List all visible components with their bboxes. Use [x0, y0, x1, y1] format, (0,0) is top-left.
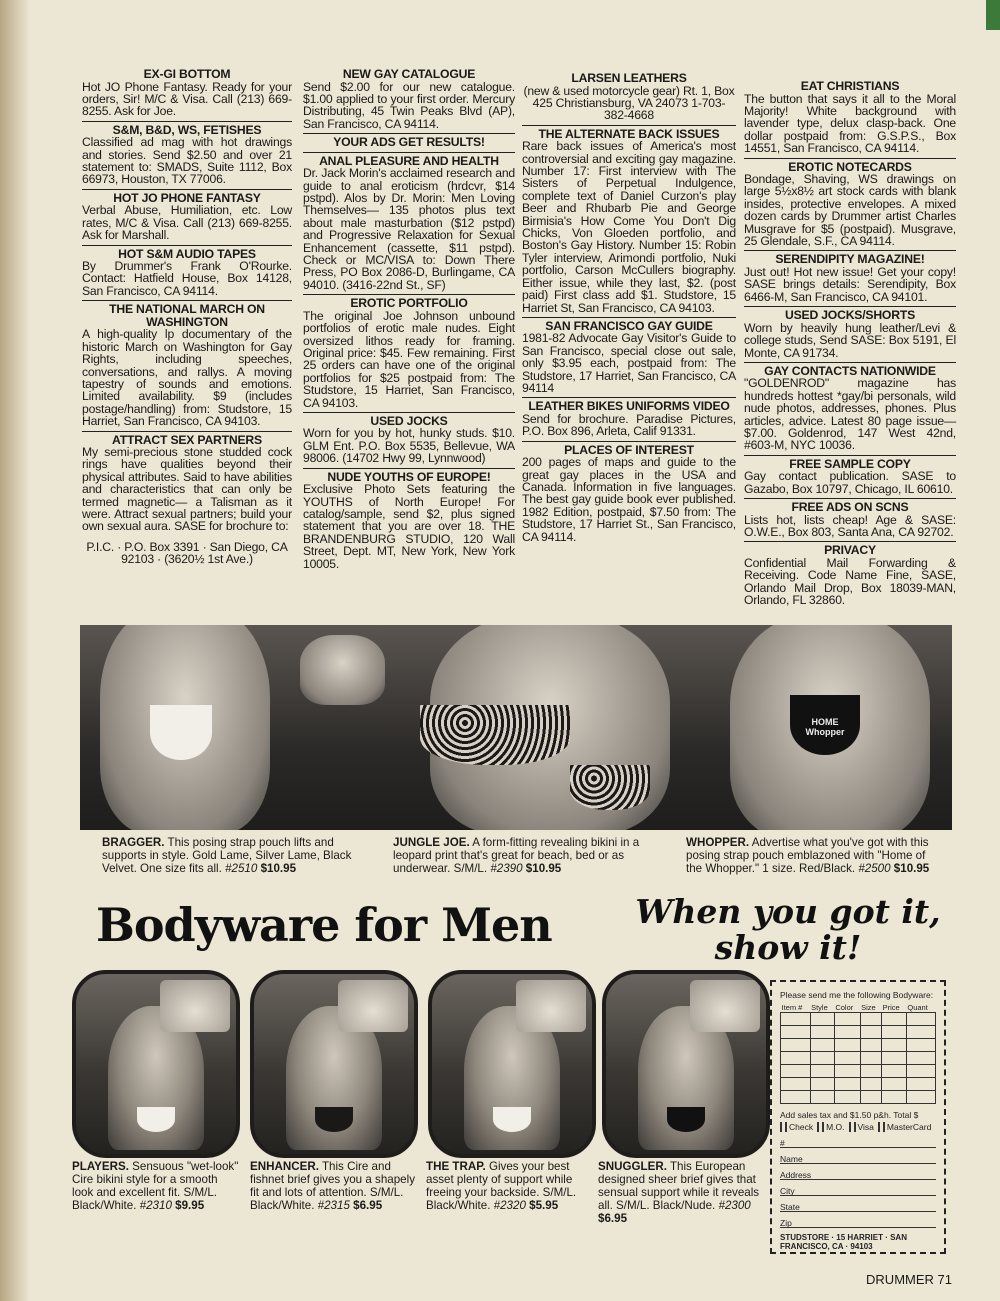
order-form-field[interactable]: #: [780, 1138, 936, 1148]
classified-ad-body: The original Joe Johnson unbound portfolios of erotic male nudes. Eight oversized lithos ready for framing. Original price: $45. Few remaining. First 25 orders can have one of the original portfolios for $25 postpaid from: The Studstore, 15 Harriet, San Francisco, CA 94103.: [303, 308, 515, 410]
classified-ad-title: LARSEN LEATHERS: [571, 71, 687, 85]
classified-ad-body: Send for brochure. Paradise Pictures, P.O. Box 896, Arleta, Calif 91331.: [522, 411, 736, 439]
classified-ad-body: Verbal Abuse, Humiliation, etc. Low rates, M/C & Visa. Call (213) 669-8255. Ask for Marshall.: [82, 203, 292, 243]
classified-ad-body: Exclusive Photo Sets featuring the YOUTHS of North Europe! For catalog/sample, send $2, plus signed statement that you are over 18. THE BRANDENBURG STUDIO, 120 Wall Street, Dept. MT, New York, New York 10005.: [303, 482, 515, 571]
classified-ad: [522, 397, 736, 437]
classified-ad-title: SAN FRANCISCO GAY GUIDE: [522, 317, 736, 333]
classified-ad: [82, 300, 292, 427]
product-name: PLAYERS.: [72, 1160, 129, 1173]
order-form-column-header: Price: [882, 1003, 900, 1012]
classified-ad: [82, 121, 292, 186]
product-name: JUNGLE JOE.: [393, 836, 470, 849]
classified-ad-body: 200 pages of maps and guide to the great gay places in the USA and Canada. Information in five languages. The best gay guide book ever published. 1982 Edition, postpaid, $7.50 from: The Studstore, 17 Harriet St., San Francisco, CA 94114.: [522, 455, 736, 544]
classified-ad-body: Dr. Jack Morin's acclaimed research and guide to anal eroticism (hrdcvr, $14 pstpd). Alos by Dr. Morin: Men Loving Themselves— 135 photos plus text about male masturbation ($12 pstpd) and Progressive Relaxation for Sexual Enhancement (cassette, $11 pstpd). Check or MC/VISA to: Down There Press, PO Box 2086-D, Burlingame, CA 94010. (3416-22nd St., SF): [303, 166, 515, 292]
classified-ad: [744, 455, 956, 495]
classified-ad: [744, 541, 956, 606]
classified-ad-title: EROTIC NOTECARDS: [744, 158, 956, 174]
product-name: WHOPPER.: [686, 836, 750, 849]
product-description: A form-fitting revealing bikini in a leopard print that's great for beach, bed or as underwear. S/M/L.: [393, 836, 640, 875]
product-code: #2510: [225, 862, 258, 875]
classified-ad: [82, 66, 292, 118]
classified-ad-body: My semi-precious stone studded cock rings have qualities beyond their physical attributes. Said to have abilities and characteristics that can only be termed magnetic— a Talisman as it were. Attract sexual partners; build your own sexual aura. SASE for brochure to:: [82, 445, 292, 534]
order-form-fields: [780, 1138, 936, 1228]
payment-option[interactable]: Check: [780, 1122, 813, 1132]
product-description: Sensuous "wet-look" Cire bikini style for a smooth look and excellent fit. S/M/L. Black/White.: [72, 1160, 239, 1212]
order-form-field[interactable]: Address: [780, 1170, 936, 1180]
classified-ad-title: ATTRACT SEX PARTNERS: [82, 431, 292, 447]
order-form-heading: Please send me the following Bodyware:: [780, 990, 934, 1000]
classified-ad-title: GAY CONTACTS NATIONWIDE: [744, 362, 956, 378]
classified-ad: [744, 250, 956, 303]
photo-enhancer: [250, 970, 418, 1158]
page-footer: DRUMMER 71: [866, 1272, 952, 1287]
ad-headline: Bodyware for Men: [96, 898, 552, 952]
product-price: $10.95: [260, 862, 297, 875]
classified-ad-body: Hot JO Phone Fantasy. Ready for your orders, Sir! M/C & Visa. Call (213) 669-8255. Ask for Joe.: [82, 79, 292, 119]
ad-slogan: When you got it, show it!: [635, 892, 941, 967]
classified-ad-body: By Drummer's Frank O'Rourke. Contact: Hatfield House, Box 14128, San Francisco, CA 94114.: [82, 259, 292, 298]
classified-column-4: [744, 78, 956, 610]
caption-the-trap: [426, 1160, 596, 1212]
classified-ad: [303, 294, 515, 409]
product-code: #2315: [317, 1199, 350, 1212]
order-form-address: STUDSTORE · 15 HARRIET · SAN FRANCISCO, CA · 94103: [780, 1233, 907, 1251]
product-price: $6.95: [353, 1199, 383, 1212]
classified-ad: [744, 306, 956, 359]
classified-ad-title: SERENDIPITY MAGAZINE!: [744, 250, 956, 266]
classified-ad-title: LEATHER BIKES UNIFORMS VIDEO: [522, 397, 736, 413]
photo-snuggler: [602, 970, 770, 1158]
photo-bragger: [80, 625, 295, 830]
classified-ad: [744, 498, 956, 538]
classified-ad-title: EX-GI BOTTOM: [143, 67, 231, 81]
photo-rear-strap: [295, 625, 390, 830]
classified-ad-body: A high-quality lp documentary of the historic March on Washington for Gay Rights, including speeches, conversations, and rallys. A moving tapestry of sounds and emotions. Limited availability. $9 (includes postage/handling) from: Studstore, 15 Harriet, San Francisco, CA 94103.: [82, 327, 292, 429]
caption-snuggler: [598, 1160, 768, 1225]
photo-jungle-joe: [390, 625, 720, 830]
classified-ad-title: HOT S&M AUDIO TAPES: [82, 245, 292, 261]
classified-ad: [522, 317, 736, 395]
product-price: $9.95: [175, 1199, 205, 1212]
page-corner: [986, 0, 1000, 30]
classified-ad-body: Just out! Hot new issue! Get your copy! SASE brings details: Serendipity, Box 6466-M, San Francisco, CA 94101.: [744, 264, 956, 304]
classified-ad: [303, 133, 515, 149]
payment-options: [780, 1122, 936, 1132]
order-form-column-header: Quant: [907, 1003, 928, 1012]
classified-ad-body: Worn by heavily hung leather/Levi & college studs, Send SASE: Box 5191, El Monte, CA 91734.: [744, 320, 956, 360]
order-form-field[interactable]: Zip: [780, 1218, 936, 1228]
top-photo-strip: [80, 625, 952, 830]
photo-players: [72, 970, 240, 1158]
classified-ad-title: EROTIC PORTFOLIO: [303, 294, 515, 310]
classified-ad-body: Send $2.00 for our new catalogue. $1.00 applied to your first order. Mercury Distributing, 45 Twin Peaks Blvd (AP), San Francisco, CA 94114.: [303, 79, 515, 131]
classified-ad: [744, 158, 956, 248]
product-name: SNUGGLER.: [598, 1160, 667, 1173]
classified-ad-body: Gay contact publication. SASE to Gazabo, Box 10797, Chicago, IL 60610.: [744, 469, 956, 496]
classified-ad-body: Classified ad mag with hot drawings and stories. Send $2.50 and over 21 statement to: SMADS, Suite 1112, Box 66973, Houston, TX 77006.: [82, 135, 292, 187]
product-code: #2390: [490, 862, 523, 875]
product-code: #2310: [139, 1199, 172, 1212]
classified-ad: [522, 70, 736, 122]
classified-ad-body: The button that says it all to the Moral Majority! White background with lavender type, delux clasp-back. One dollar postpaid from: G.S.P.S., Box 14551, San Francisco, CA 94114.: [744, 91, 956, 156]
payment-option[interactable]: Visa: [849, 1122, 874, 1132]
order-form-column-header: Style: [811, 1003, 828, 1012]
classified-ad: [303, 412, 515, 465]
classified-ad-title: THE NATIONAL MARCH ON WASHINGTON: [82, 300, 292, 328]
classified-ad: [82, 189, 292, 242]
caption-jungle-joe: [393, 836, 663, 875]
payment-option[interactable]: MasterCard: [878, 1122, 931, 1132]
classified-ad-title: YOUR ADS GET RESULTS!: [303, 133, 515, 149]
caption-whopper: [686, 836, 936, 875]
photo-whopper: [720, 625, 952, 830]
caption-players: [72, 1160, 242, 1212]
product-description: This Cire and fishnet brief gives you a shapely fit and lots of attention. S/M/L. Black/White.: [250, 1160, 415, 1212]
classified-ad-body: "GOLDENROD" magazine has hundreds hottest *gay/bi personals, wild nude photos, addresses, phones. Plus articles, advice. Latest 80 page issue— $7.00. Goldenrod, 147 West 42nd, #603-M, NYC 10036.: [744, 376, 956, 453]
order-form-field[interactable]: State: [780, 1202, 936, 1212]
order-form-column-header: Item #: [781, 1003, 803, 1012]
product-code: #2500: [858, 862, 891, 875]
whopper-pouch-print: HOME Whopper: [805, 717, 845, 737]
product-description: Advertise what you've got with this posing strap pouch emblazoned with "Home of the Whopper." 1 size. Red/Black.: [686, 836, 929, 875]
classified-ad-title: NEW GAY CATALOGUE: [342, 67, 476, 81]
classified-ad: [82, 245, 292, 298]
product-price: $10.95: [525, 862, 562, 875]
classified-ad: [303, 152, 515, 292]
order-form-field[interactable]: Name: [780, 1154, 936, 1164]
classified-ad-address: P.I.C. · P.O. Box 3391 · San Diego, CA 92103 · (3620½ 1st Ave.): [86, 539, 288, 567]
product-description: This posing strap pouch lifts and supports in style. Gold Lame, Silver Lame, Black Velvet. One size fits all.: [102, 836, 352, 875]
classified-ad-body: Bondage, Shaving, WS drawings on large 5½x8½ art stock cards with blank insides, protective envelopes. A mixed dozen cards by Drummer artist Charles Musgrave for $5 (postpaid). Musgrave, 25 Glendale, S.F., CA 94114.: [744, 172, 956, 249]
product-name: THE TRAP.: [426, 1160, 486, 1173]
classified-ad-title: HOT JO PHONE FANTASY: [82, 189, 292, 205]
order-form-table: [780, 1003, 936, 1104]
classified-ad-title: USED JOCKS: [303, 412, 515, 428]
order-form: [770, 980, 946, 1254]
product-name: BRAGGER.: [102, 836, 165, 849]
product-code: #2320: [493, 1199, 526, 1212]
order-form-column-header: Size: [861, 1003, 876, 1012]
classified-ad: [82, 431, 292, 566]
caption-enhancer: [250, 1160, 415, 1212]
product-description: This European designed sheer brief gives that sensual support while it reveals all. S/M/L. Black/Nude.: [598, 1160, 760, 1212]
classified-ad: [303, 468, 515, 570]
classified-ad-title: THE ALTERNATE BACK ISSUES: [522, 125, 736, 141]
classified-ad: [303, 66, 515, 130]
classified-ad-title: NUDE YOUTHS OF EUROPE!: [303, 468, 515, 484]
classified-ad-title: EAT CHRISTIANS: [800, 79, 900, 93]
classified-ad: [522, 125, 736, 314]
tax-line: Add sales tax and $1.50 p&h. Total $: [780, 1110, 919, 1120]
photo-the-trap: [428, 970, 596, 1158]
payment-option[interactable]: M.O.: [817, 1122, 844, 1132]
classified-column-3: [522, 70, 736, 546]
classified-ad-title: PLACES OF INTEREST: [522, 441, 736, 457]
classified-ad-body: 1981-82 Advocate Gay Visitor's Guide to San Francisco, special close out sale, only $3.95 each, postpaid from: The Studstore, 17 Harriet, San Francisco, CA 94114: [522, 331, 736, 396]
caption-bragger: [102, 836, 352, 875]
product-price: $10.95: [893, 862, 930, 875]
classified-ad-body: Confidential Mail Forwarding & Receiving. Code Name Fine, SASE, Orlando Mail Drop, Box 18039-MAN, Orlando, FL 32860.: [744, 555, 956, 608]
product-code: #2300: [718, 1199, 751, 1212]
classified-ad-title: FREE ADS ON SCNS: [744, 498, 956, 514]
classified-ad-body: Worn for you by hot, hunky studs. $10. GLM Ent. P.O. Box 5535, Bellevue, WA 98006. (14702 Hwy 99, Lynnwood): [303, 426, 515, 466]
classified-ad-title: ANAL PLEASURE AND HEALTH: [303, 152, 515, 168]
order-form-field[interactable]: City: [780, 1186, 936, 1196]
page-gutter: [0, 0, 30, 1301]
classified-ad-title: S&M, B&D, WS, FETISHES: [82, 121, 292, 137]
product-description: Gives your best asset plenty of support while freeing your backside. S/M/L. Black/White.: [426, 1160, 577, 1212]
product-price: $5.95: [529, 1199, 559, 1212]
classified-ad-title: PRIVACY: [744, 541, 956, 557]
classified-ad-body: (new & used motorcycle gear) Rt. 1, Box 425 Christiansburg, VA 24073 1-703-382-4668: [523, 83, 735, 123]
classified-ad-body: Rare back issues of America's most controversial and exciting gay magazine. Number 17: First interview with The Sisters of Perpetual Indulgence, complete text of Daniel Curzon's play Beer and Rhubarb Pie and George Birmisia's How Come You Don't Dig Chicks, Von Gloeden portfolio, and Boston's Gay History. Number 15: Robin Tyler interview, Arimondi portfolio, Nuki portfolio, Carson McCullers biography. Either issue, while they last, $2. (post paid) First class add $1. Studstore, 15 Harriet St, San Francisco, CA 94103.: [522, 139, 736, 315]
classified-column-2: [303, 66, 515, 573]
order-form-column-header: Color: [835, 1003, 854, 1012]
product-price: $6.95: [598, 1212, 628, 1225]
classified-ad-body: Lists hot, lists cheap! Age & SASE: O.W.E., Box 803, Santa Ana, CA 92702.: [744, 512, 956, 540]
classified-ad-title: USED JOCKS/SHORTS: [744, 306, 956, 322]
classified-column-1: [82, 66, 292, 569]
classified-ad: [522, 441, 736, 543]
classified-ad: [744, 78, 956, 155]
product-name: ENHANCER.: [250, 1160, 319, 1173]
classified-ad: [744, 362, 956, 452]
classified-ad-title: FREE SAMPLE COPY: [744, 455, 956, 471]
